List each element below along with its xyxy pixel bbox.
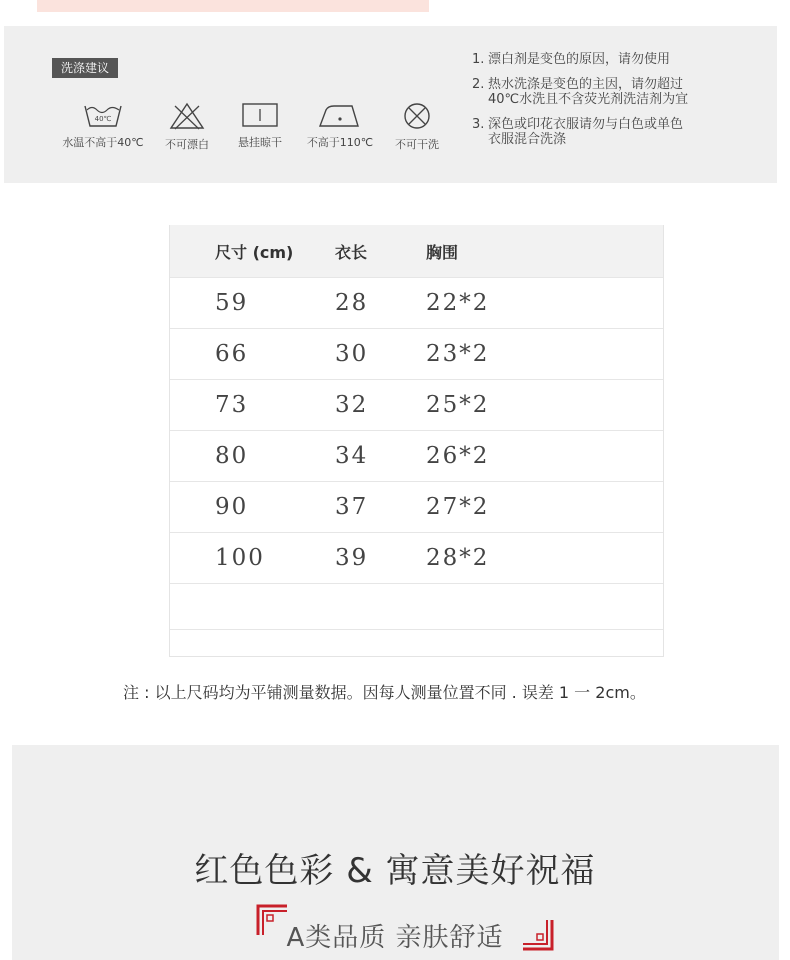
table-row bbox=[169, 482, 664, 533]
no-bleach-label: 不可漂白 bbox=[165, 138, 209, 151]
banner-title: 红色色彩 & 寓意美好祝福 bbox=[194, 851, 596, 891]
no-dry-clean-label: 不可干洗 bbox=[395, 138, 439, 151]
cell-length: 39 bbox=[325, 533, 416, 584]
cell-size: 90 bbox=[169, 482, 325, 533]
header-chest: 胸围 bbox=[416, 225, 664, 278]
care-notes bbox=[472, 52, 762, 157]
wash-temp-badge: 40℃ bbox=[94, 115, 112, 123]
cell-size: 80 bbox=[169, 431, 325, 482]
cell-length: 30 bbox=[325, 329, 416, 380]
cell-size: 100 bbox=[169, 533, 325, 584]
iron-label: 不高于110℃ bbox=[306, 136, 374, 149]
no-bleach-icon bbox=[169, 102, 205, 130]
table-row bbox=[169, 329, 664, 380]
care-note: 2. 热水洗涤是变色的主因，请勿超过 40℃水洗且不含荧光剂洗洁剂为宜 bbox=[472, 77, 689, 107]
no-dry-clean-icon-item bbox=[372, 102, 462, 152]
cell-chest: 28*2 bbox=[416, 533, 664, 584]
no-dry-clean-icon bbox=[402, 102, 432, 130]
wash-40-icon-item bbox=[58, 102, 148, 150]
cell-chest: 26*2 bbox=[416, 431, 664, 482]
table-row bbox=[169, 431, 664, 482]
table-row bbox=[169, 533, 664, 584]
cell-chest: 22*2 bbox=[416, 278, 664, 329]
cell-chest: 23*2 bbox=[416, 329, 664, 380]
measurement-note: 注 : 以上尺码均为平铺测量数据。因每人测量位置不同 . 误差 1 一 2cm。 bbox=[123, 683, 646, 702]
table-row-empty bbox=[169, 584, 664, 630]
cell-length: 34 bbox=[325, 431, 416, 482]
care-tag: 洗涤建议 bbox=[52, 58, 118, 78]
table-row bbox=[169, 278, 664, 329]
hang-dry-icon-item bbox=[215, 102, 305, 150]
cell-length: 28 bbox=[325, 278, 416, 329]
wash-40-icon bbox=[83, 102, 123, 128]
banner-subtitle: A类品质 亲肤舒适 bbox=[286, 923, 504, 953]
corner-ornament-right-icon bbox=[521, 918, 555, 952]
table-row-empty bbox=[169, 630, 664, 676]
cell-length: 32 bbox=[325, 380, 416, 431]
care-note: 1. 漂白剂是变色的原因，请勿使用 bbox=[472, 52, 671, 67]
cell-chest: 27*2 bbox=[416, 482, 664, 533]
care-note: 3. 深色或印花衣服请勿与白色或单色 衣服混合洗涤 bbox=[472, 117, 684, 147]
hang-dry-icon bbox=[241, 102, 279, 128]
wash-label: 水温不高于40℃ bbox=[62, 136, 144, 149]
hang-dry-label: 悬挂晾干 bbox=[238, 136, 282, 149]
cell-size: 73 bbox=[169, 380, 325, 431]
corner-ornament-left-icon bbox=[255, 903, 289, 937]
cell-chest: 25*2 bbox=[416, 380, 664, 431]
cell-size: 66 bbox=[169, 329, 325, 380]
iron-110-icon bbox=[318, 102, 362, 128]
cell-length: 37 bbox=[325, 482, 416, 533]
table-row bbox=[169, 380, 664, 431]
size-table bbox=[169, 225, 664, 675]
top-image-strip bbox=[37, 0, 429, 12]
header-size: 尺寸 (cm) bbox=[169, 225, 325, 278]
cell-size: 59 bbox=[169, 278, 325, 329]
care-panel bbox=[4, 26, 777, 183]
header-length: 衣长 bbox=[325, 225, 416, 278]
size-table-header bbox=[169, 225, 664, 278]
